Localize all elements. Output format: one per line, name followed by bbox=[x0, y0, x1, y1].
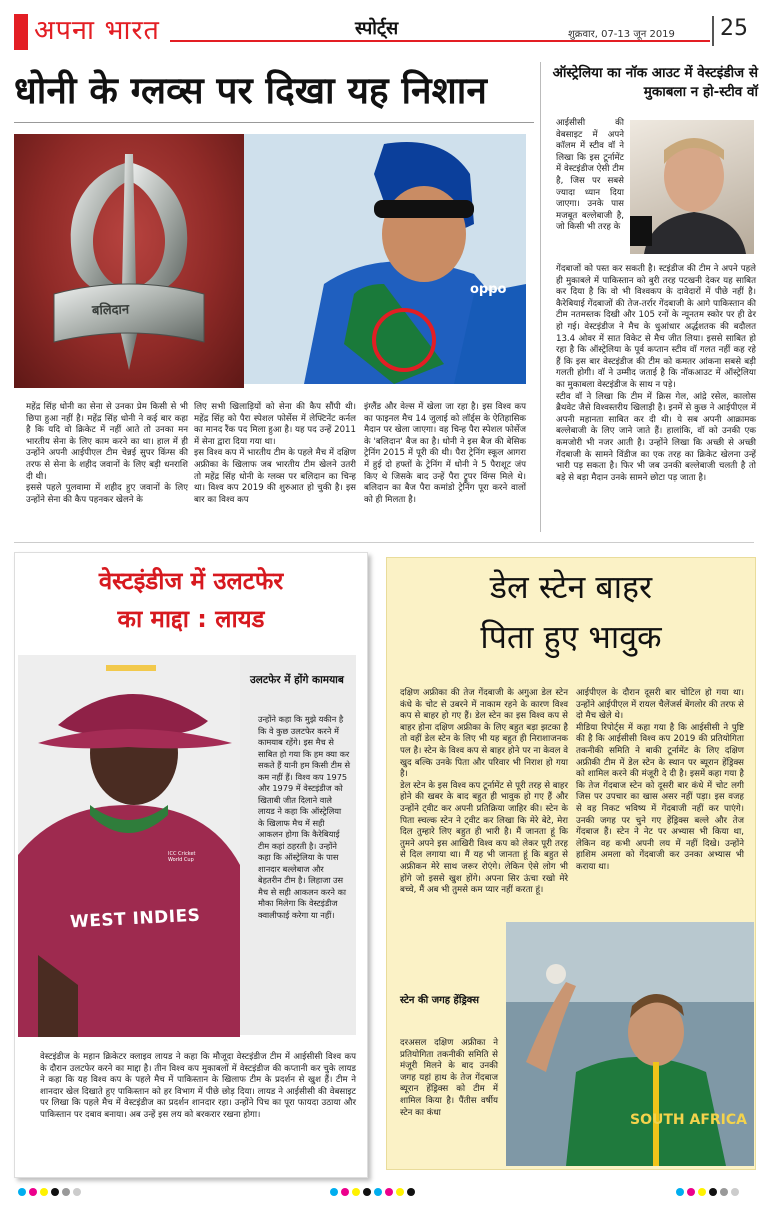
side-headline: ऑस्ट्रेलिया का नॉक आउट में वेस्टइंडीज से मुकाबला न हो-स्टीव वॉ bbox=[552, 65, 758, 100]
steyn-headline-line-1: डेल स्टेन बाहर bbox=[489, 568, 653, 606]
steyn-col-1-tail: दरअसल दक्षिण अफ्रीका ने प्रतियोगिता तकनीकी समिति से मंजूरी मिलने के बाद उनकी जगह यहां हाथ के तेज गेंदबाज ब्यूरान हेंड्रिक्स को टीम में शामिल किया है। पैंतीस वर्षीय स्टेन का कंधा bbox=[400, 1038, 498, 1118]
balidan-emblem-photo bbox=[14, 134, 244, 388]
clive-lloyd-photo bbox=[18, 655, 240, 1037]
lloyd-sidebar-title: उलटफेर में होंगे कामयाब bbox=[250, 674, 344, 686]
page-number: 25 bbox=[720, 16, 748, 41]
lloyd-headline-line-2: का माद्दा : लायड bbox=[117, 605, 265, 633]
section-title: स्पोर्ट्स bbox=[355, 18, 399, 39]
steyn-headline-line-2: पिता हुए भावुक bbox=[480, 618, 662, 656]
masthead-rule bbox=[170, 40, 710, 42]
balidan-dagger-icon bbox=[14, 134, 244, 388]
dale-steyn-photo bbox=[506, 922, 754, 1166]
steyn-jersey-text: SOUTH AFRICA bbox=[630, 1112, 747, 1128]
section-rule bbox=[14, 542, 754, 543]
paper-name: अपना भारत bbox=[34, 15, 160, 46]
steyn-col-1: दक्षिण अफ्रीका की तेज गेंदबाजी के अगुआ डेल स्टेन कंधे के चोट से उबरने में नाकाम रहने के कारण विश्व कप से बाहर हो गए हैं। डेल स्टेन का इस विश्व कप से बाहर होना दक्षिण अफ्रीका के लिए बहुत बड़ा झटका है तो वहीं डेल स्टेन के लिए भी यह बहुत ही निराशाजनक पल है। स्टेन के विश्व कप से बाहर होने पर ना केवल वे खुद बल्कि उनके पिता और परिवार भी निराश हो गया है। डेल स्टेन के इस विश्व कप टूर्नामेंट से पूरी तरह से बाहर होने की खबर के बाद बहुत ही भावुक हो गए हैं और उन्होंने ट्वीट कर अपनी प्रतिक्रिया जाहिर की। स्टेन के पिता स्चल्क स्टेन ने ट्वीट कर लिखा कि मेरे बेटे, मेरा दिल तुम्हारे लिए बहुत ही भारी है। मैं जानता हूं कि तुमने अपने इस आखिरी विश्व कप को लेकर पूरी तरह से दिल लगाया था। मैं यह भी जानता हूं कि बहुत से अफ्रीकन मेरे साथ जरूर रोएंगे। लेकिन ऐसे लोग भी होंगे जो इससे खुश होंगे। अपना सिर ऊंचा रखो मेरे बच्चे, मैं अब भी तुमसे कम प्यार नहीं करता हूं। bbox=[400, 688, 568, 896]
page-number-divider bbox=[712, 16, 714, 46]
registration-marks-right bbox=[676, 1186, 739, 1198]
lead-col-2: लिए सभी खिलाड़ियों को सेना की कैप सौंपी थी। महेंद्र सिंह को पैरा स्पेशल फोर्सेस में लेफ्टिनेंट कर्नल का मानद रैंक पद मिला हुआ है। यह पद उन्हें 2011 में सेना द्वारा दिया गया था। इस विश्व कप में भारतीय टीम के पहले मैच में दक्षिण अफ्रीका के खिलाफ जब भारतीय टीम खेलने उतरी तो महेंद्र सिंह धोनी के ग्लव्स पर बलिदान का चिन्ह था। विश्व कप 2019 की शुरुआत हो चुकी है। इस बार का विश्व कप bbox=[194, 402, 356, 505]
side-intro: आईसीसी की वेबसाइट में अपने कॉलम में स्टीव वॉ ने लिखा कि इस टूर्नामेंट में वेस्टइंडीज ऐसी टीम है, जिस पर सबसे ज्यादा ध्यान दिया जाएगा। उनके पास मजबूत बल्लेबाजी है, जो किसी भी तरह के bbox=[556, 118, 624, 233]
steyn-col-2: आईपीएल के दौरान दूसरी बार चोटिल हो गया था। उन्होंने आईपीएल में रायल चैलेंजर्स बेंगलोर की तरफ से दो मैच खेले थे। मीडिया रिपोर्ट्स में कहा गया है कि आईसीसी ने पुष्टि की है कि आईसीसी विश्व कप 2019 की प्रतियोगिता तकनीकी समिति ने बाकी टूर्नामेंट के लिए दक्षिण अफ्रीकी टीम में डेल स्टेन के स्थान पर ब्यूरान हेंड्रिक्स को शामिल करने की मंजूरी दे दी है। इसमें कहा गया है कि तेज गेंदबाज स्टेन को दूसरी बार कंधे में चोट लगी जिस पर उपचार का खास असर नहीं पड़ा। इस वजह से वह निकट भविष्य में गेंदबाजी नहीं कर पाएंगे। उनकी जगह पर चुने गए हेंड्रिक्स बल्ले और तेज गेंदबाज हैं। स्टेन ने नेट पर अभ्यास भी किया था, लेकिन वह कभी अपनी लय में नहीं दिखे। उन्होंने हाशिम अमला को गेंदबाजी कर उनका अभ्यास भी कराया था। bbox=[576, 688, 744, 872]
lloyd-body: वेस्टइंडीज के महान क्रिकेटर क्लाइव लायड ने कहा कि मौजूदा वेस्टइंडीज टीम में आईसीसी विश्व कप के दौरान उलटफेर करने का माद्दा है। तीन विश्व कप मुकाबलों में वेस्टइंडीज की कप्तानी कर चुके लायड ने कहा कि यह विश्व कप के पहले मैच में पाकिस्तान के खिलाफ टीम के प्रदर्शन से खुश हैं। टीम ने शानदार खेल दिखाते हुए पाकिस्तान को हर विभाग में पीछे छोड़ दिया। लायड ने आईसीसी की वेबसाइट पर लिखा कि पहले मैच में वेस्टइंडीज का प्रदर्शन शानदार रहा। उन्होंने पिच का पूरा फायदा उठाया और पाकिस्तान पर दबाव बनाया। अब उन्हें इस लय को बरकरार रखना होगा। bbox=[40, 1052, 356, 1120]
lloyd-sidebar-text: उन्होंने कहा कि मुझे यकीन है कि वे कुछ उलटफेर करने में कामयाब रहेंगे। इस मैच से साबित हो गया कि हम क्या कर सकते हैं यानी हम किसी टीम से कम नहीं हैं। विश्व कप 1975 और 1979 में वेस्टइंडीज को खिताबी जीत दिलाने वाले लायड ने कहा कि ऑस्ट्रेलिया के खिलाफ मैच में सही आकलन होगा कि कैरेबियाई टीम कहां ठहरती है। उन्होंने कहा कि ऑस्ट्रेलिया के पास शानदार बल्लेबाज और बेहतरीन टीम है। लिहाजा उस मैच से सही आकलन करने का मौका मिलेगा कि वेस्टइंडीज क्वालीफाई करेगा या नहीं। bbox=[258, 714, 350, 920]
lead-col-1: महेंद्र सिंह धोनी का सेना से उनका प्रेम किसी से भी छिपा हुआ नहीं है। महेंद्र सिंह धोनी ने कई बार कहा है कि यदि वो क्रिकेट में नहीं आते तो उनका मन भारतीय सेना के लिए काम करने का था। हाल में ही उन्होंने अपनी आईपीएल टीम चेन्नई सुपर किंग्स की तरफ से सेना के शहीद जवानों के लिए बड़ी धनराशि दी थी। इससे पहले पुलवामा में शहीद हुए जवानों के लिए उन्होंने सेना की कैप पहनकर खेलने के bbox=[26, 402, 188, 505]
issue-date: शुक्रवार, 07-13 जून 2019 bbox=[568, 29, 675, 40]
steve-waugh-photo bbox=[630, 120, 754, 254]
jersey-text: WEST INDIES bbox=[69, 905, 201, 933]
brand-red-block bbox=[14, 14, 28, 50]
emblem-inscription: बलिदान bbox=[91, 302, 130, 319]
steyn-subhead: स्टेन की जगह हेंड्रिक्स bbox=[400, 995, 479, 1006]
dhoni-gloves-photo bbox=[244, 134, 526, 384]
lead-headline: धोनी के ग्लव्स पर दिखा यह निशान bbox=[14, 69, 487, 112]
side-divider bbox=[540, 62, 541, 532]
headline-rule bbox=[14, 122, 534, 123]
jersey-logo: oppo bbox=[470, 282, 507, 297]
lead-col-3: इंग्लैंड और वेल्स में खेला जा रहा है। इस विश्व कप का फाइनल मैच 14 जुलाई को लॉर्ड्स के ऐतिहासिक मैदान पर खेला जाएगा। वह चिन्ह पैरा स्पेशल फोर्सेज के 'बलिदान' बैज का है। धोनी ने इस बैज की बेसिक ट्रेनिंग 2015 में पूरी की थी। पैरा ट्रेनिंग स्कूल आगरा में हुई दो हफ्तों के ट्रेनिंग में धोनी ने 5 पैराशूट जंप किए थे जिसके बाद उन्हें पैरा ट्रूपर विंग्स मिले थे। बलिदान का बैज पैरा कमांडो ट्रेनिंग पूरा करने वालों को ही मिलता है। bbox=[364, 402, 526, 505]
lloyd-headline-line-1: वेस्टइंडीज में उलटफेर bbox=[98, 567, 284, 595]
masthead bbox=[0, 0, 768, 56]
registration-marks-center bbox=[330, 1186, 415, 1198]
jersey-badge: ICC Cricket World Cup bbox=[168, 851, 196, 863]
side-body: गेंदबाजों को पस्त कर सकती है। स्टइंडीज की टीम ने अपने पहले ही मुकाबले में पाकिस्तान को बुरी तरह पटखनी देकर यह साबित कर दिया है कि वो भी विश्वकप के दावेदारों में पीछे नहीं है। कैरेबियाई गेंदबाजों की तेज-तर्रार गेंदबाजी के आगे पाकिस्तान की टीम नतमस्तक दिखी और 105 रनों के न्यूनतम स्कोर पर ही ढेर हो गई। वेस्टइंडीज ने मैच के धुआंधार अर्द्धशतक की बदौलत 13.4 ओवर में सात विकेट से मैच जीत लिया। इससे साबित हो रहा है कि ऑस्ट्रेलिया के पूर्व कप्तान स्टीव वॉ गलत नहीं कह रहे हैं कि इस बार वेस्टइंडीज की टीम को कमतर आंकना सबसे बड़ी गलती होगी। वॉ ने उम्मीद जताई है कि नॉकआउट में ऑस्ट्रेलिया का मुकाबला वेस्टइंडीज के साथ न पड़े। स्टीव वॉ ने लिखा कि टीम में क्रिस गेल, आंद्रे रसेल, कालोस ब्रैथवेट जैसे विश्वस्तरीय खिलाड़ी है। इनमें से कुछ ने आईपीएल में अपनी महानता साबित कर दी थी। ये सब अपनी आक्रामक बल्लेबाजी के लिए जाने जाते हैं। हालांकि, वॉ को उनकी एक कमजोरी भी नजर आती है। उन्होंने लिखा कि अच्छी से अच्छी गेंदबाजी के सामने विंडीज का एक तरह का क्रिकेट खेलना उन्हें भारी पड़ सकता है। फिर भी जब उनकी बल्लेबाजी चलती है तो बड़े से बड़ा मैदान उनके सामने छोटा पड़ जाता है। bbox=[556, 264, 756, 483]
registration-marks-left bbox=[18, 1186, 81, 1198]
